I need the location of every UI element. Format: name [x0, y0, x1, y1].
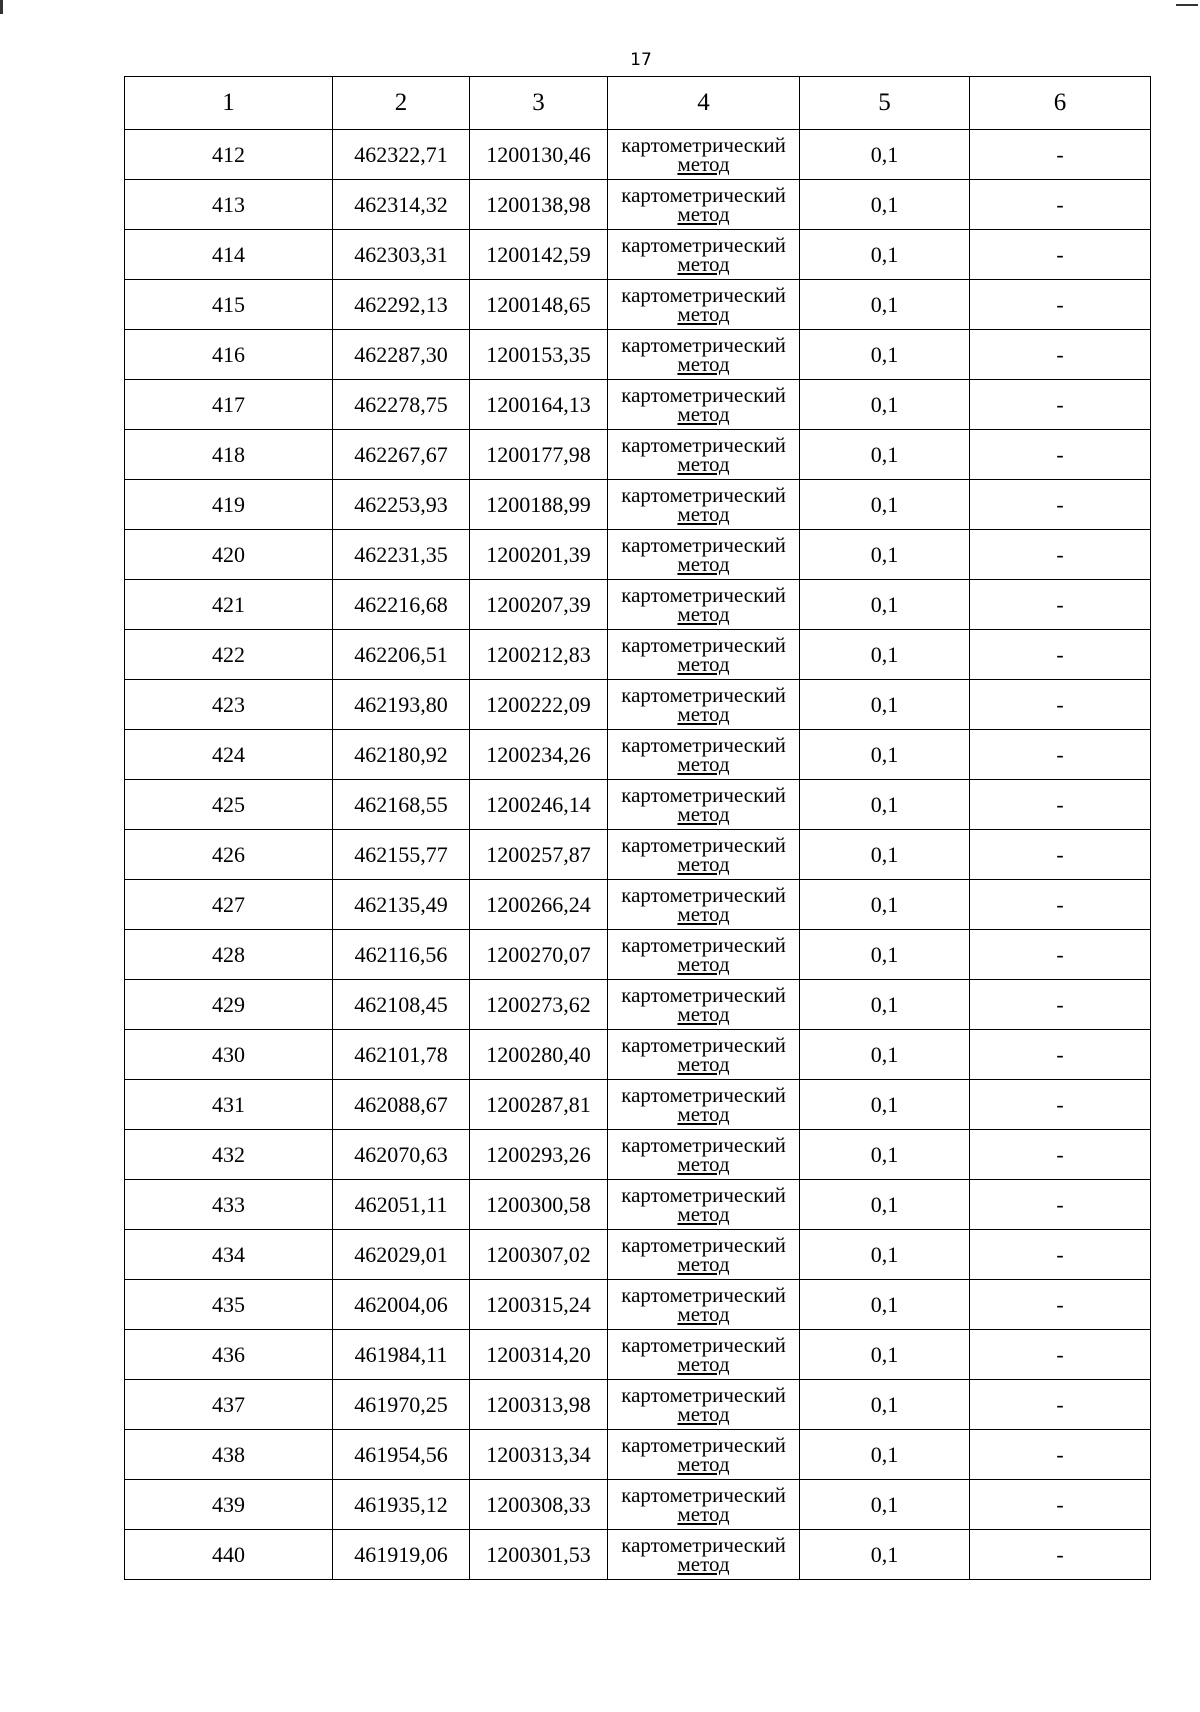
note-cell: - — [970, 780, 1151, 830]
y-coordinate-cell: 1200308,33 — [470, 1480, 608, 1530]
x-coordinate-cell: 462101,78 — [333, 1030, 470, 1080]
method-cell — [608, 1180, 800, 1230]
method-line-2: метод — [677, 651, 730, 676]
method-line-1: картометрический — [621, 182, 786, 207]
note-cell: - — [970, 930, 1151, 980]
method-line-2: метод — [677, 1051, 730, 1076]
point-number-cell: 432 — [125, 1130, 333, 1180]
note-cell: - — [970, 1480, 1151, 1530]
method-line-1: картометрический — [621, 1032, 786, 1057]
method-cell — [608, 330, 800, 380]
point-number-cell: 414 — [125, 230, 333, 280]
accuracy-cell: 0,1 — [800, 930, 970, 980]
x-coordinate-cell: 462292,13 — [333, 280, 470, 330]
method-line-1: картометрический — [621, 1132, 786, 1157]
point-number-cell: 416 — [125, 330, 333, 380]
y-coordinate-cell: 1200266,24 — [470, 880, 608, 930]
x-coordinate-cell: 462216,68 — [333, 580, 470, 630]
method-cell — [608, 1030, 800, 1080]
method-line-2: метод — [677, 801, 730, 826]
method-line-1: картометрический — [621, 1232, 786, 1257]
note-cell: - — [970, 730, 1151, 780]
method-line-2: метод — [677, 551, 730, 576]
table-row — [125, 1080, 1151, 1130]
y-coordinate-cell: 1200314,20 — [470, 1330, 608, 1380]
table-header-row — [125, 77, 1151, 130]
point-number-cell: 418 — [125, 430, 333, 480]
note-cell: - — [970, 1030, 1151, 1080]
method-line-1: картометрический — [621, 632, 786, 657]
method-line-1: картометрический — [621, 1182, 786, 1207]
column-header: 5 — [800, 77, 970, 130]
point-number-cell: 423 — [125, 680, 333, 730]
method-line-2: метод — [677, 1351, 730, 1376]
accuracy-cell: 0,1 — [800, 480, 970, 530]
method-cell — [608, 430, 800, 480]
y-coordinate-cell: 1200300,58 — [470, 1180, 608, 1230]
x-coordinate-cell: 462004,06 — [333, 1280, 470, 1330]
table-row — [125, 430, 1151, 480]
point-number-cell: 419 — [125, 480, 333, 530]
column-header: 3 — [470, 77, 608, 130]
note-cell: - — [970, 580, 1151, 630]
note-cell: - — [970, 280, 1151, 330]
point-number-cell: 422 — [125, 630, 333, 680]
column-header: 2 — [333, 77, 470, 130]
scan-corner-mark — [1176, 4, 1198, 6]
method-line-2: метод — [677, 201, 730, 226]
method-line-2: метод — [677, 901, 730, 926]
table-row — [125, 1180, 1151, 1230]
method-line-1: картометрический — [621, 332, 786, 357]
table-row — [125, 1330, 1151, 1380]
method-cell — [608, 530, 800, 580]
x-coordinate-cell: 462070,63 — [333, 1130, 470, 1180]
method-cell — [608, 180, 800, 230]
y-coordinate-cell: 1200138,98 — [470, 180, 608, 230]
method-line-1: картометрический — [621, 432, 786, 457]
point-number-cell: 438 — [125, 1430, 333, 1480]
method-cell — [608, 880, 800, 930]
note-cell: - — [970, 1530, 1151, 1580]
method-cell — [608, 1130, 800, 1180]
column-header: 4 — [608, 77, 800, 130]
note-cell: - — [970, 1080, 1151, 1130]
y-coordinate-cell: 1200280,40 — [470, 1030, 608, 1080]
x-coordinate-cell: 462267,67 — [333, 430, 470, 480]
x-coordinate-cell: 461954,56 — [333, 1430, 470, 1480]
method-line-2: метод — [677, 1551, 730, 1576]
point-number-cell: 434 — [125, 1230, 333, 1280]
method-cell — [608, 630, 800, 680]
column-header: 6 — [970, 77, 1151, 130]
method-line-1: картометрический — [621, 532, 786, 557]
method-line-1: картометрический — [621, 732, 786, 757]
method-line-2: метод — [677, 1251, 730, 1276]
table-row — [125, 1130, 1151, 1180]
method-cell — [608, 1480, 800, 1530]
x-coordinate-cell: 462168,55 — [333, 780, 470, 830]
y-coordinate-cell: 1200234,26 — [470, 730, 608, 780]
x-coordinate-cell: 461935,12 — [333, 1480, 470, 1530]
point-number-cell: 424 — [125, 730, 333, 780]
table-row — [125, 780, 1151, 830]
method-line-2: метод — [677, 1301, 730, 1326]
note-cell: - — [970, 830, 1151, 880]
accuracy-cell: 0,1 — [800, 280, 970, 330]
method-line-2: метод — [677, 251, 730, 276]
note-cell: - — [970, 880, 1151, 930]
point-number-cell: 433 — [125, 1180, 333, 1230]
y-coordinate-cell: 1200153,35 — [470, 330, 608, 380]
y-coordinate-cell: 1200293,26 — [470, 1130, 608, 1180]
table-row — [125, 1430, 1151, 1480]
method-cell — [608, 980, 800, 1030]
accuracy-cell: 0,1 — [800, 130, 970, 180]
method-line-2: метод — [677, 451, 730, 476]
accuracy-cell: 0,1 — [800, 1130, 970, 1180]
table-row — [125, 1530, 1151, 1580]
y-coordinate-cell: 1200301,53 — [470, 1530, 608, 1580]
point-number-cell: 421 — [125, 580, 333, 630]
accuracy-cell: 0,1 — [800, 1480, 970, 1530]
x-coordinate-cell: 462206,51 — [333, 630, 470, 680]
note-cell: - — [970, 230, 1151, 280]
method-line-1: картометрический — [621, 282, 786, 307]
accuracy-cell: 0,1 — [800, 230, 970, 280]
note-cell: - — [970, 630, 1151, 680]
point-number-cell: 430 — [125, 1030, 333, 1080]
point-number-cell: 413 — [125, 180, 333, 230]
method-cell — [608, 280, 800, 330]
x-coordinate-cell: 462231,35 — [333, 530, 470, 580]
note-cell: - — [970, 1130, 1151, 1180]
method-cell — [608, 1230, 800, 1280]
x-coordinate-cell: 462322,71 — [333, 130, 470, 180]
method-line-2: метод — [677, 1001, 730, 1026]
note-cell: - — [970, 1330, 1151, 1380]
method-line-2: метод — [677, 301, 730, 326]
point-number-cell: 439 — [125, 1480, 333, 1530]
note-cell: - — [970, 680, 1151, 730]
table-row — [125, 980, 1151, 1030]
accuracy-cell: 0,1 — [800, 1430, 970, 1480]
method-line-1: картометрический — [621, 1082, 786, 1107]
point-number-cell: 428 — [125, 930, 333, 980]
method-line-1: картометрический — [621, 982, 786, 1007]
y-coordinate-cell: 1200315,24 — [470, 1280, 608, 1330]
method-line-2: метод — [677, 1401, 730, 1426]
y-coordinate-cell: 1200313,98 — [470, 1380, 608, 1430]
method-line-1: картометрический — [621, 1332, 786, 1357]
method-line-2: метод — [677, 851, 730, 876]
x-coordinate-cell: 461919,06 — [333, 1530, 470, 1580]
method-cell — [608, 230, 800, 280]
note-cell: - — [970, 480, 1151, 530]
y-coordinate-cell: 1200201,39 — [470, 530, 608, 580]
y-coordinate-cell: 1200270,07 — [470, 930, 608, 980]
y-coordinate-cell: 1200287,81 — [470, 1080, 608, 1130]
method-line-2: метод — [677, 1501, 730, 1526]
method-cell — [608, 1080, 800, 1130]
table-row — [125, 530, 1151, 580]
point-number-cell: 440 — [125, 1530, 333, 1580]
accuracy-cell: 0,1 — [800, 430, 970, 480]
method-cell — [608, 1330, 800, 1380]
method-line-2: метод — [677, 601, 730, 626]
table-row — [125, 1480, 1151, 1530]
x-coordinate-cell: 462278,75 — [333, 380, 470, 430]
method-cell — [608, 1380, 800, 1430]
table-row — [125, 830, 1151, 880]
accuracy-cell: 0,1 — [800, 1330, 970, 1380]
accuracy-cell: 0,1 — [800, 530, 970, 580]
point-number-cell: 417 — [125, 380, 333, 430]
point-number-cell: 425 — [125, 780, 333, 830]
method-line-2: метод — [677, 1201, 730, 1226]
note-cell: - — [970, 330, 1151, 380]
method-line-1: картометрический — [621, 832, 786, 857]
method-line-1: картометрический — [621, 882, 786, 907]
method-line-1: картометрический — [621, 1432, 786, 1457]
y-coordinate-cell: 1200313,34 — [470, 1430, 608, 1480]
table-row — [125, 880, 1151, 930]
note-cell: - — [970, 1230, 1151, 1280]
table-row — [125, 580, 1151, 630]
y-coordinate-cell: 1200148,65 — [470, 280, 608, 330]
table-body — [125, 130, 1151, 1580]
accuracy-cell: 0,1 — [800, 180, 970, 230]
accuracy-cell: 0,1 — [800, 780, 970, 830]
method-line-2: метод — [677, 151, 730, 176]
point-number-cell: 435 — [125, 1280, 333, 1330]
method-cell — [608, 1530, 800, 1580]
point-number-cell: 427 — [125, 880, 333, 930]
x-coordinate-cell: 462253,93 — [333, 480, 470, 530]
method-line-1: картометрический — [621, 1382, 786, 1407]
accuracy-cell: 0,1 — [800, 1230, 970, 1280]
x-coordinate-cell: 462155,77 — [333, 830, 470, 880]
y-coordinate-cell: 1200164,13 — [470, 380, 608, 430]
method-line-1: картометрический — [621, 1532, 786, 1557]
method-line-1: картометрический — [621, 232, 786, 257]
point-number-cell: 429 — [125, 980, 333, 1030]
accuracy-cell: 0,1 — [800, 880, 970, 930]
point-number-cell: 415 — [125, 280, 333, 330]
table-row — [125, 680, 1151, 730]
method-line-2: метод — [677, 351, 730, 376]
table-row — [125, 730, 1151, 780]
page-number: 17 — [630, 50, 652, 70]
y-coordinate-cell: 1200307,02 — [470, 1230, 608, 1280]
method-line-1: картометрический — [621, 932, 786, 957]
method-line-1: картометрический — [621, 682, 786, 707]
method-cell — [608, 1280, 800, 1330]
method-line-2: метод — [677, 701, 730, 726]
method-cell — [608, 480, 800, 530]
table-row — [125, 1030, 1151, 1080]
accuracy-cell: 0,1 — [800, 730, 970, 780]
y-coordinate-cell: 1200142,59 — [470, 230, 608, 280]
note-cell: - — [970, 980, 1151, 1030]
method-line-2: метод — [677, 1451, 730, 1476]
note-cell: - — [970, 530, 1151, 580]
table-row — [125, 180, 1151, 230]
accuracy-cell: 0,1 — [800, 330, 970, 380]
method-line-2: метод — [677, 401, 730, 426]
method-cell — [608, 730, 800, 780]
table-row — [125, 1380, 1151, 1430]
note-cell: - — [970, 1430, 1151, 1480]
y-coordinate-cell: 1200177,98 — [470, 430, 608, 480]
method-cell — [608, 830, 800, 880]
table-row — [125, 480, 1151, 530]
accuracy-cell: 0,1 — [800, 680, 970, 730]
accuracy-cell: 0,1 — [800, 830, 970, 880]
method-line-2: метод — [677, 1101, 730, 1126]
method-line-1: картометрический — [621, 582, 786, 607]
method-line-2: метод — [677, 751, 730, 776]
table-row — [125, 280, 1151, 330]
accuracy-cell: 0,1 — [800, 1180, 970, 1230]
x-coordinate-cell: 462051,11 — [333, 1180, 470, 1230]
accuracy-cell: 0,1 — [800, 980, 970, 1030]
accuracy-cell: 0,1 — [800, 1030, 970, 1080]
point-number-cell: 431 — [125, 1080, 333, 1130]
method-cell — [608, 130, 800, 180]
y-coordinate-cell: 1200207,39 — [470, 580, 608, 630]
table-row — [125, 380, 1151, 430]
x-coordinate-cell: 462088,67 — [333, 1080, 470, 1130]
method-cell — [608, 580, 800, 630]
method-line-1: картометрический — [621, 1482, 786, 1507]
x-coordinate-cell: 462193,80 — [333, 680, 470, 730]
method-line-2: метод — [677, 951, 730, 976]
x-coordinate-cell: 462180,92 — [333, 730, 470, 780]
column-header: 1 — [125, 77, 333, 130]
method-line-2: метод — [677, 1151, 730, 1176]
accuracy-cell: 0,1 — [800, 1280, 970, 1330]
x-coordinate-cell: 462314,32 — [333, 180, 470, 230]
x-coordinate-cell: 462303,31 — [333, 230, 470, 280]
method-cell — [608, 680, 800, 730]
scan-edge-mark — [0, 0, 3, 14]
method-cell — [608, 930, 800, 980]
note-cell: - — [970, 380, 1151, 430]
table-row — [125, 330, 1151, 380]
y-coordinate-cell: 1200188,99 — [470, 480, 608, 530]
y-coordinate-cell: 1200273,62 — [470, 980, 608, 1030]
point-number-cell: 412 — [125, 130, 333, 180]
y-coordinate-cell: 1200130,46 — [470, 130, 608, 180]
method-line-1: картометрический — [621, 482, 786, 507]
x-coordinate-cell: 462135,49 — [333, 880, 470, 930]
x-coordinate-cell: 462108,45 — [333, 980, 470, 1030]
x-coordinate-cell: 462116,56 — [333, 930, 470, 980]
x-coordinate-cell: 462029,01 — [333, 1230, 470, 1280]
point-number-cell: 436 — [125, 1330, 333, 1380]
x-coordinate-cell: 462287,30 — [333, 330, 470, 380]
accuracy-cell: 0,1 — [800, 630, 970, 680]
coordinates-table — [124, 76, 1151, 1580]
note-cell: - — [970, 1180, 1151, 1230]
method-line-1: картометрический — [621, 782, 786, 807]
accuracy-cell: 0,1 — [800, 580, 970, 630]
y-coordinate-cell: 1200222,09 — [470, 680, 608, 730]
point-number-cell: 437 — [125, 1380, 333, 1430]
table-row — [125, 130, 1151, 180]
method-line-1: картометрический — [621, 382, 786, 407]
y-coordinate-cell: 1200212,83 — [470, 630, 608, 680]
note-cell: - — [970, 180, 1151, 230]
y-coordinate-cell: 1200257,87 — [470, 830, 608, 880]
accuracy-cell: 0,1 — [800, 1080, 970, 1130]
note-cell: - — [970, 1280, 1151, 1330]
method-line-1: картометрический — [621, 1282, 786, 1307]
table-row — [125, 630, 1151, 680]
accuracy-cell: 0,1 — [800, 1530, 970, 1580]
note-cell: - — [970, 130, 1151, 180]
method-line-1: картометрический — [621, 132, 786, 157]
note-cell: - — [970, 430, 1151, 480]
table-row — [125, 1280, 1151, 1330]
table-row — [125, 230, 1151, 280]
method-cell — [608, 780, 800, 830]
x-coordinate-cell: 461970,25 — [333, 1380, 470, 1430]
accuracy-cell: 0,1 — [800, 380, 970, 430]
point-number-cell: 420 — [125, 530, 333, 580]
point-number-cell: 426 — [125, 830, 333, 880]
y-coordinate-cell: 1200246,14 — [470, 780, 608, 830]
accuracy-cell: 0,1 — [800, 1380, 970, 1430]
table-row — [125, 1230, 1151, 1280]
table-row — [125, 930, 1151, 980]
method-cell — [608, 380, 800, 430]
method-line-2: метод — [677, 501, 730, 526]
x-coordinate-cell: 461984,11 — [333, 1330, 470, 1380]
note-cell: - — [970, 1380, 1151, 1430]
method-cell — [608, 1430, 800, 1480]
